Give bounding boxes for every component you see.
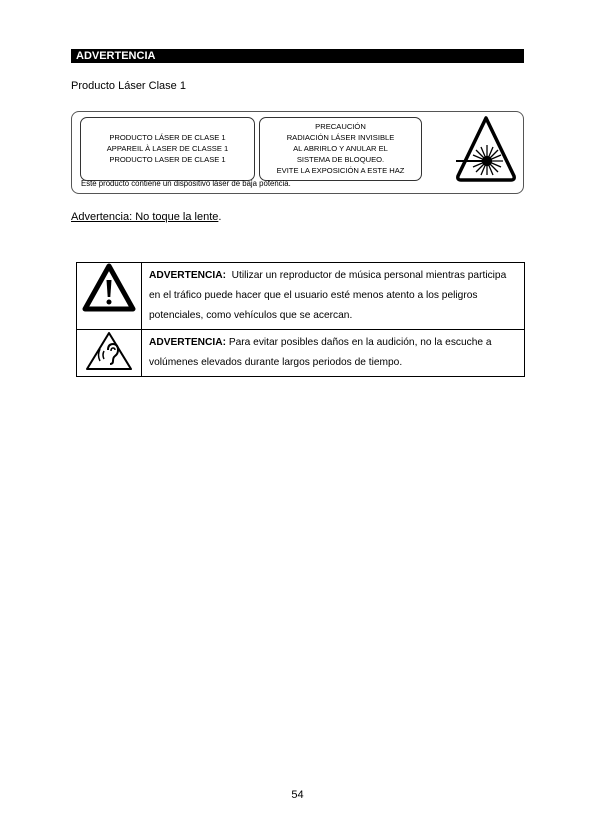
lens-warning-text: Advertencia: No toque la lente — [71, 211, 219, 223]
table-row — [77, 263, 525, 330]
laser-class-panel — [80, 117, 255, 181]
icon-cell — [77, 330, 142, 377]
hearing-damage-icon — [84, 330, 134, 372]
warning-text: Para evitar posibles daños en la audición, no la escuche a volúmenes elevados durante largos periodos de tiempo. — [149, 337, 495, 368]
warning-label: ADVERTENCIA: — [149, 337, 226, 348]
warning-text-cell — [142, 330, 525, 377]
laser-class-line: APPAREIL À LASER DE CLASSE 1 — [106, 144, 229, 153]
caution-line: PRECAUCIÓN — [315, 122, 366, 131]
exclamation-warning-icon — [82, 263, 136, 313]
caution-line: RADIACIÓN LÁSER INVISIBLE — [286, 133, 395, 142]
laser-hazard-icon — [455, 115, 517, 185]
section-header: ADVERTENCIA — [71, 49, 524, 63]
laser-class-subtitle: Producto Láser Clase 1 — [71, 80, 186, 92]
lens-warning-suffix: . — [218, 211, 222, 223]
laser-class-line: PRODUCTO LÁSER DE CLASE 1 — [109, 133, 226, 142]
table-row — [77, 330, 525, 377]
warning-text-cell — [142, 263, 525, 330]
laser-class-line: PRODUCTO LASER DE CLASE 1 — [109, 155, 226, 164]
laser-caution-panel — [259, 117, 422, 181]
page-number: 54 — [291, 789, 304, 801]
laser-warning-label — [71, 111, 524, 194]
warnings-table — [76, 262, 525, 377]
icon-cell — [77, 263, 142, 330]
caution-line: EVITE LA EXPOSICIÓN A ESTE HAZ — [276, 166, 405, 175]
caution-line: AL ABRIRLO Y ANULAR EL — [293, 144, 388, 153]
warning-label: ADVERTENCIA: — [149, 270, 226, 281]
laser-note: Este producto contiene un dispositivo láser de baja potencia. — [81, 179, 291, 188]
warning-text: Utilizar un reproductor de música personal mientras participa en el tráfico puede hacer que el usuario esté menos atento a los peligros potenciales, como vehículos que se acercan. — [149, 270, 510, 321]
lens-warning — [71, 211, 221, 223]
caution-line: SISTEMA DE BLOQUEO. — [296, 155, 385, 164]
